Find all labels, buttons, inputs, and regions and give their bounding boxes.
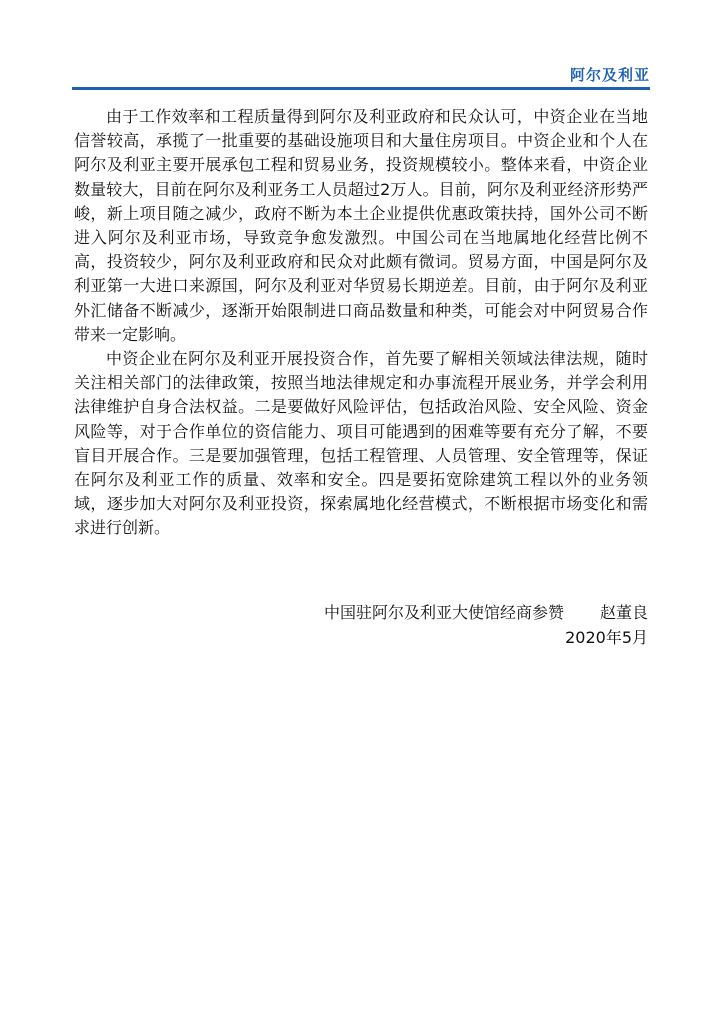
- signature-date: 2020年5月: [565, 628, 648, 647]
- header-divider: [72, 87, 650, 90]
- signature-author: 赵董良: [599, 603, 648, 622]
- paragraph: 由于工作效率和工程质量得到阿尔及利亚政府和民众认可，中资企业在当地信誉较高，承揽了一批重要的基础设施项目和大量住房项目。中资企业和个人在阿尔及利亚主要开展承包工程和贸易业务，投资规模较小。整体来看，中资企业数量较大，目前在阿尔及利亚务工人员超过2万人。目前，阿尔及利亚经济形势严峻，新上项目随之减少，政府不断为本土企业提供优惠政策扶持，国外公司不断进入阿尔及利亚市场，导致竞争愈发激烈。中国公司在当地属地化经营比例不高，投资较少，阿尔及利亚政府和民众对此颇有微词。贸易方面，中国是阿尔及利亚第一大进口来源国，阿尔及利亚对华贸易长期逆差。目前，由于阿尔及利亚外汇储备不断减少，逐渐开始限制进口商品数量和种类，可能会对中阿贸易合作带来一定影响。: [74, 107, 648, 344]
- signature-organization: 中国驻阿尔及利亚大使馆经商参赞: [323, 603, 564, 622]
- paragraph: 中资企业在阿尔及利亚开展投资合作，首先要了解相关领域法律法规，随时关注相关部门的法律政策，按照当地法律规定和办事流程开展业务，并学会利用法律维护自身合法权益。二是要做好风险评估，包括政治风险、安全风险、资金风险等，对于合作单位的资信能力、项目可能遇到的困难等要有充分了解，不要盲目开展合作。三是要加强管理，包括工程管理、人员管理、安全管理等，保证在阿尔及利亚工作的质量、效率和安全。四是要拓宽除建筑工程以外的业务领域，逐步加大对阿尔及利亚投资，探索属地化经营模式，不断根据市场变化和需求进行创新。: [74, 349, 648, 538]
- signature-block: [324, 600, 648, 650]
- document-body: [74, 105, 648, 541]
- page-header-title: 阿尔及利亚: [569, 66, 650, 84]
- signature-line: [324, 600, 648, 625]
